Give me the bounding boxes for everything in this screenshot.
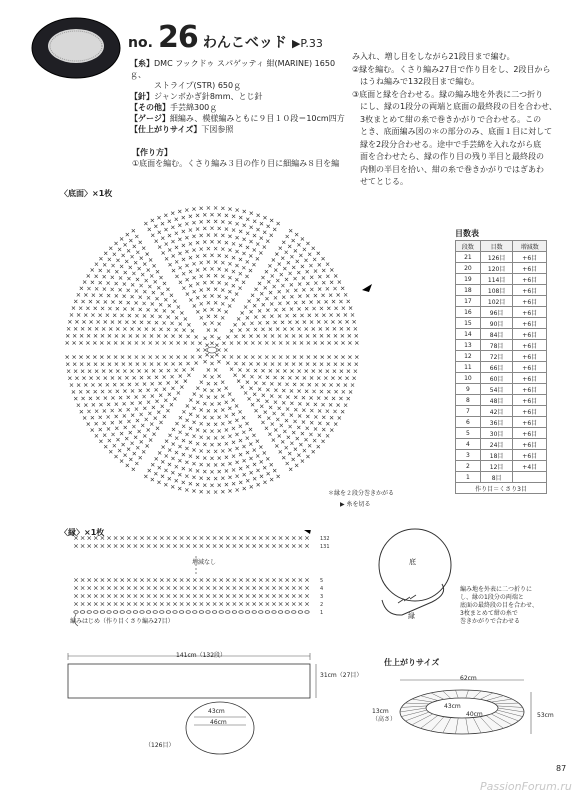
spec-line: 【その他】手芸綿300ｇ (130, 103, 218, 112)
asterisk-note: ＊縁を２段分巻きかがる (328, 490, 395, 497)
table-cell: +6目 (513, 296, 547, 307)
spec-line: 【針】ジャンボかぎ針8mm、とじ針 (130, 92, 263, 101)
method-heading: 【作り方】 (132, 148, 172, 157)
bottom-rows-dim: （126目） (145, 742, 175, 749)
method-line: み入れ、増し目をしながら21段目まで編む。 (352, 52, 515, 61)
bottom-width2-dim: 46cm (210, 719, 227, 726)
edge-height-dim: 31cm（27目） (320, 672, 363, 679)
table-cell: 3 (456, 450, 481, 461)
table-cell: 7 (456, 406, 481, 417)
note-line: 編み地を外表に二つ折りに (460, 586, 533, 593)
col-header: 増減数 (513, 241, 547, 252)
svg-text:132: 132 (320, 536, 330, 542)
table-cell: 8目 (480, 472, 513, 483)
table-cell: 18目 (480, 450, 513, 461)
table-row (456, 252, 547, 263)
table-cell: +6目 (513, 307, 547, 318)
table-cell: 12目 (480, 461, 513, 472)
method-line: せてとじる。 (360, 177, 408, 186)
finished-height-note: （高さ） (372, 716, 397, 723)
table-row (456, 450, 547, 461)
table-cell: 84目 (480, 329, 513, 340)
method-left (132, 147, 347, 169)
spec-line: 【糸】DMC フックドゥ スパゲッティ 紺(MARINE) 1650ｇ、 (130, 59, 336, 79)
table-cell: 54目 (480, 384, 513, 395)
assembly-note (460, 586, 570, 626)
svg-text:131: 131 (320, 544, 330, 550)
table-row (456, 417, 547, 428)
table-cell: +4目 (513, 461, 547, 472)
method-line: にし、縁の1段分の両端と底面の最終段の目を合わせ、 (360, 102, 557, 111)
finished-inner1-dim: 43cm (444, 703, 461, 710)
method-line: 縁を2段分合わせる。途中で手芸綿を入れながら底 (360, 139, 542, 149)
spec-line: 【仕上がりサイズ】下図参照 (130, 125, 234, 134)
page-number: 87 (556, 764, 567, 773)
table-cell: 11 (456, 362, 481, 373)
table-row (456, 340, 547, 351)
finished-size-heading: 仕上がりサイズ (384, 658, 440, 667)
table-cell: +6目 (513, 395, 547, 406)
table-row (456, 285, 547, 296)
table-cell: 42目 (480, 406, 513, 417)
table-cell: 72目 (480, 351, 513, 362)
table-cell: 13 (456, 340, 481, 351)
table-cell: 12 (456, 351, 481, 362)
bottom-crochet-chart (52, 200, 395, 500)
watermark: PassionForum.ru (480, 780, 572, 793)
table-cell: 90目 (480, 318, 513, 329)
table-cell: 36目 (480, 417, 513, 428)
table-cell: 114目 (480, 274, 513, 285)
table-cell: 126目 (480, 252, 513, 263)
dimension-diagram (60, 650, 340, 760)
table-cell: 48目 (480, 395, 513, 406)
table-cell: 14 (456, 329, 481, 340)
table-cell: 20 (456, 263, 481, 274)
table-row (456, 263, 547, 274)
spec-line: ストライプ(STR) 650ｇ (154, 81, 242, 90)
method-line: 面を合わせたら、縁の作り目の残り半目と最終段の (360, 152, 544, 161)
assembly-diagram (372, 520, 472, 630)
table-cell: +6目 (513, 274, 547, 285)
table-cell: 120目 (480, 263, 513, 274)
svg-text:3: 3 (320, 594, 324, 600)
table-cell: 102目 (480, 296, 513, 307)
table-row (456, 472, 547, 483)
table-cell: 78目 (480, 340, 513, 351)
svg-text:2: 2 (320, 602, 324, 608)
table-cell: 19 (456, 274, 481, 285)
svg-text:4: 4 (320, 586, 324, 592)
table-row (456, 296, 547, 307)
table-cell: +6目 (513, 406, 547, 417)
table-cell: +6目 (513, 263, 547, 274)
table-row (456, 362, 547, 373)
table-cell: 96目 (480, 307, 513, 318)
title-number: 26 (158, 20, 198, 55)
svg-text:1: 1 (320, 610, 324, 616)
note-line: し、縁の1段分の両端と (460, 594, 524, 601)
table-cell: 21 (456, 252, 481, 263)
table-cell: 1 (456, 472, 481, 483)
table-cell: +6目 (513, 285, 547, 296)
table-cell: 8 (456, 395, 481, 406)
table-cell: 17 (456, 296, 481, 307)
table-cell: +6目 (513, 384, 547, 395)
edge-stitch-marks (74, 536, 309, 613)
edge-crochet-chart (64, 530, 344, 630)
finished-outer-dim: 62cm (460, 675, 477, 682)
title-text: わんこベッド (202, 35, 287, 51)
edge-chart-label: 〈縁〉×1枚 (60, 528, 105, 537)
method-line: はうね編みで132段目まで編む。 (360, 77, 480, 86)
table-cell: 2 (456, 461, 481, 472)
table-cell: +6目 (513, 417, 547, 428)
table-row (456, 329, 547, 340)
table-row (456, 428, 547, 439)
table-cell: 5 (456, 428, 481, 439)
table-cell: +6目 (513, 439, 547, 450)
note-line: 3枚まとめて紺の糸で (460, 610, 518, 617)
table-row (456, 395, 547, 406)
title-no: no. (128, 35, 153, 51)
finished-depth-dim: 53cm (537, 712, 554, 719)
table-cell: +6目 (513, 362, 547, 373)
method-line: とき、底面編み図の＊の部分のみ、底面１目に対して (360, 127, 553, 136)
table-cell: 108目 (480, 285, 513, 296)
table-cell: 4 (456, 439, 481, 450)
cut-yarn-note: ▶ 糸を切る (340, 501, 371, 508)
bottom-chart-label: 〈底面〉×1枚 (60, 189, 113, 198)
page-reference: ▶P.33 (291, 37, 323, 50)
product-photo (30, 10, 122, 82)
method-line: 内側の半目を拾い、紺の糸で巻きかがりではぎあわ (360, 164, 544, 174)
table-row (456, 439, 547, 450)
method-line: ③底面と縁を合わせる。縁の編み地を外表に二つ折り (352, 89, 544, 99)
method-line: ②縁を編む。くさり編み27目で作り目をし、2段目から (352, 64, 551, 74)
table-cell: +6目 (513, 373, 547, 384)
stitch-marks (66, 206, 359, 493)
table-cell: +6目 (513, 428, 547, 439)
note-line: 巻きかがりで合わせる (460, 618, 521, 625)
edge-start-note: 編みはじめ（作り目くさり編み27目） (70, 618, 174, 625)
triangle-icon: ▶ (340, 501, 345, 508)
col-header: 段数 (456, 241, 481, 252)
table-cell: 24目 (480, 439, 513, 450)
table-cell: +6目 (513, 450, 547, 461)
table-row (456, 373, 547, 384)
finished-inner2-dim: 40cm (466, 711, 483, 718)
table-cell: 16 (456, 307, 481, 318)
table-row (456, 274, 547, 285)
table-row (456, 406, 547, 417)
finished-bed-diagram (388, 674, 538, 744)
table-cell: 30目 (480, 428, 513, 439)
method-line: 3枚まとめて紺の糸で巻きかがりで合わせる。この (360, 114, 542, 124)
edge-label: 縁 (408, 612, 415, 620)
table-cell: 6 (456, 417, 481, 428)
edge-mid-note: 増減なし (192, 559, 217, 566)
specs-list (130, 58, 350, 135)
table-cell: 9 (456, 384, 481, 395)
table-row (456, 351, 547, 362)
bottom-width1-dim: 43cm (208, 708, 225, 715)
table-row (456, 307, 547, 318)
bottom-label: 底 (409, 558, 416, 566)
edge-width-dim: 141cm（132段） (176, 652, 227, 659)
table-cell: 66目 (480, 362, 513, 373)
table-cell: +6目 (513, 340, 547, 351)
count-table (455, 240, 547, 494)
count-table-heading: 目数表 (455, 229, 479, 238)
svg-text:5: 5 (320, 578, 324, 584)
col-header: 目数 (480, 241, 513, 252)
table-cell: 15 (456, 318, 481, 329)
table-cell: +6目 (513, 252, 547, 263)
method-right (352, 51, 557, 189)
table-row (456, 461, 547, 472)
table-cell (513, 472, 547, 483)
table-row (456, 318, 547, 329)
table-cell: 10 (456, 373, 481, 384)
note-line: 底面の最終段の目を合わせ、 (460, 602, 538, 609)
table-cell: +6目 (513, 318, 547, 329)
table-row (456, 384, 547, 395)
method-line: ①底面を編む。くさり編み３目の作り目に細編み８目を編 (132, 159, 340, 168)
table-cell: +6目 (513, 329, 547, 340)
table-cell: +6目 (513, 351, 547, 362)
table-cell: 18 (456, 285, 481, 296)
table-cell: 60目 (480, 373, 513, 384)
finished-height-dim: 13cm (372, 708, 389, 715)
spec-line: 【ゲージ】細編み、模様編みともに９目１０段＝10cm四方 (130, 114, 345, 123)
page-title (128, 20, 323, 55)
table-footer: 作り目＝くさり3目 (456, 483, 547, 494)
